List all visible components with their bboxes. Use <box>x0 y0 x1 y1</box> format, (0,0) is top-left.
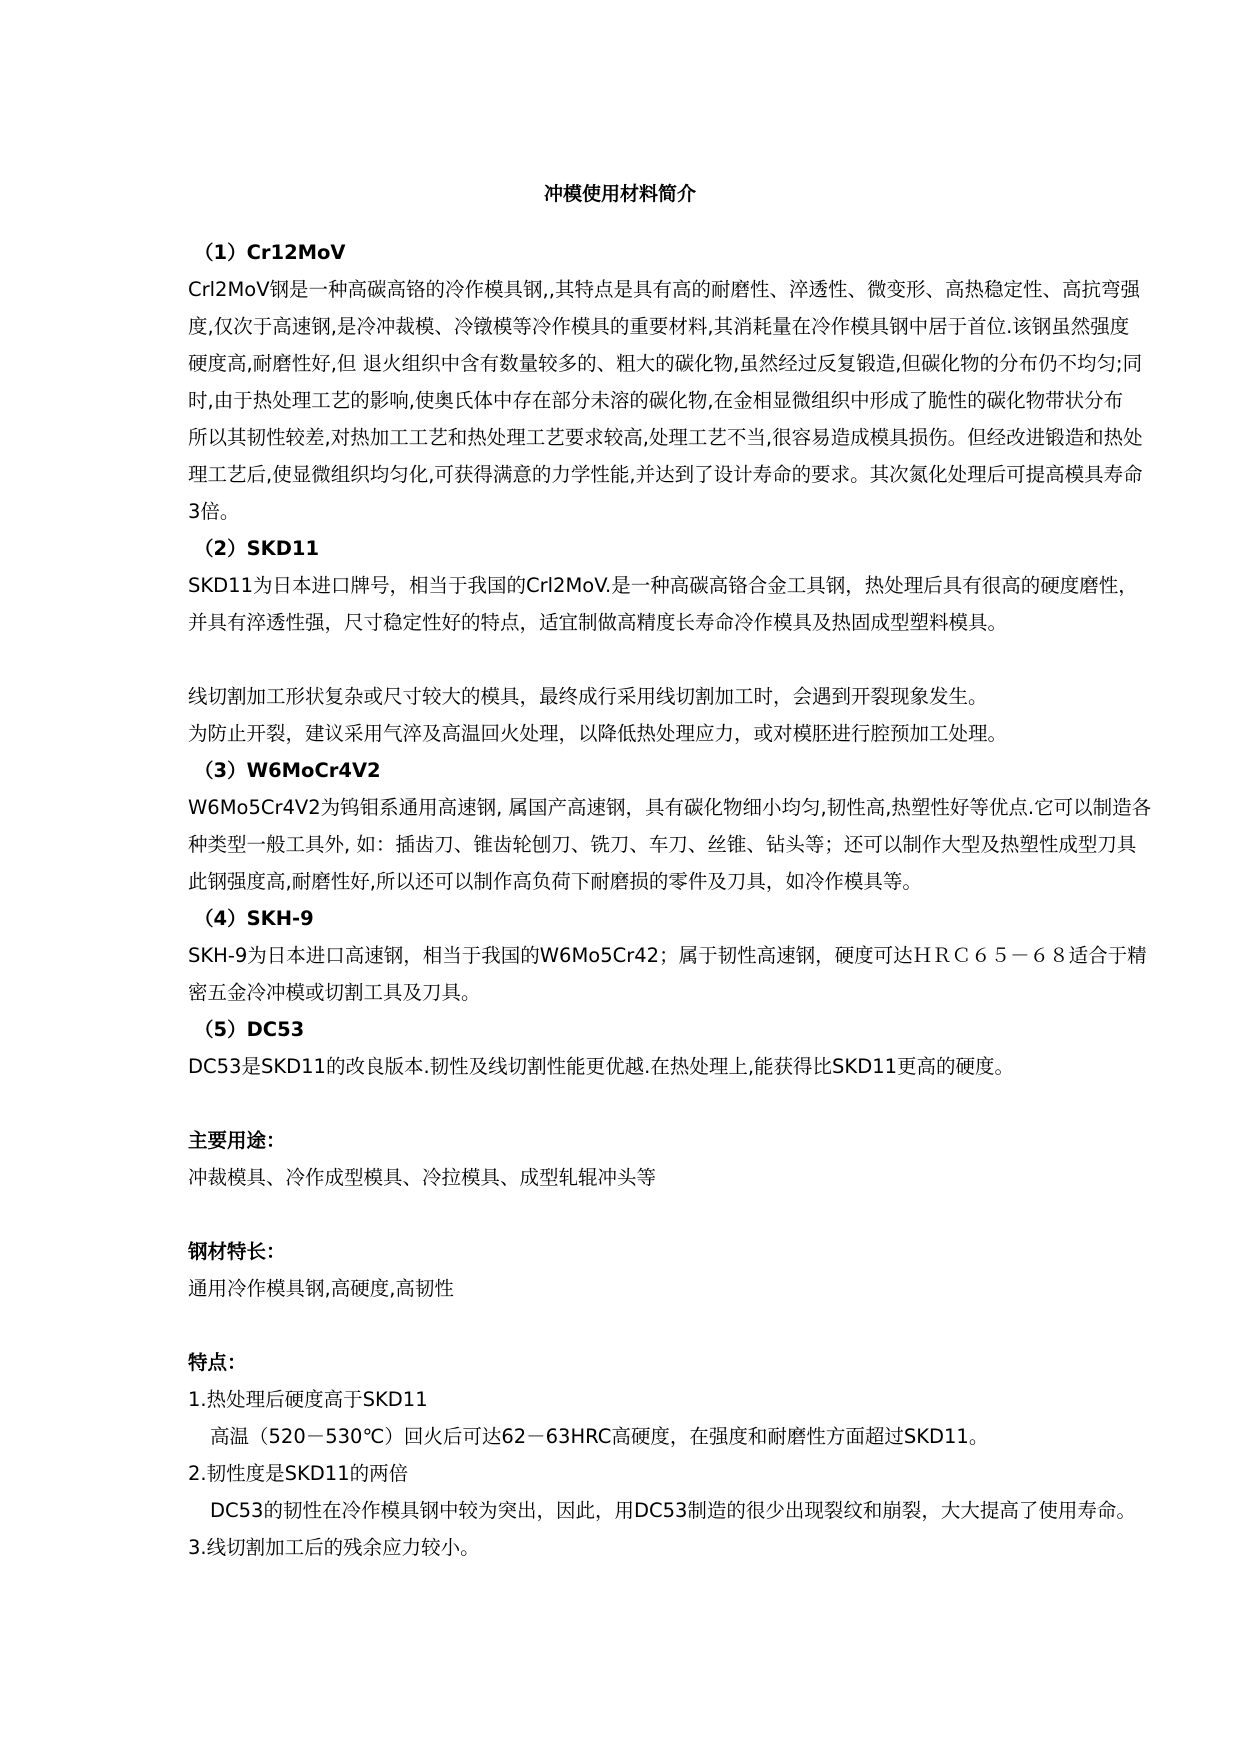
section-heading-cr12mov: （1）Cr12MoV <box>194 241 346 264</box>
strengths-heading: 钢材特长： <box>188 1240 286 1263</box>
paragraph-line: 时,由于热处理工艺的影响,使奥氏体中存在部分未溶的碳化物,在金相显微组织中形成了脆性的碳化物带状分布 <box>188 389 1124 412</box>
paragraph-line: 硬度高,耐磨性好,但 退火组织中含有数量较多的、粗大的碳化物,虽然经过反复锻造,但碳化物的分布仍不均匀;同 <box>188 352 1143 375</box>
feature-title: 2.韧性度是SKD11的两倍 <box>188 1462 409 1485</box>
blank-line <box>188 641 1240 678</box>
section-heading-skh9: （4）SKH-9 <box>194 907 314 930</box>
paragraph-line: 所以其韧性较差,对热加工工艺和热处理工艺要求较高,处理工艺不当,很容易造成模具损伤。但经改进锻造和热处 <box>188 426 1143 449</box>
paragraph-line: Crl2MoV钢是一种高碳高铬的冷作模具钢,,其特点是具有高的耐磨性、淬透性、微变形、高热稳定性、高抗弯强 <box>188 278 1140 301</box>
usage-text: 冲裁模具、冷作成型模具、冷拉模具、成型轧辊冲头等 <box>188 1166 657 1189</box>
paragraph-line: 并具有淬透性强，尺寸稳定性好的特点，适宜制做高精度长寿命冷作模具及热固成型塑料模具。 <box>188 611 1008 634</box>
paragraph-line: SKH-9为日本进口高速钢，相当于我国的W6Mo5Cr42；属于韧性高速钢，硬度可达ＨＲＣ６５－６８适合于精 <box>188 944 1147 967</box>
blank-line <box>188 1196 1240 1233</box>
blank-line <box>188 1085 1240 1122</box>
paragraph-line: 种类型一般工具外, 如：插齿刀、锥齿轮刨刀、铣刀、车刀、丝锥、钻头等；还可以制作大型及热塑性成型刀具 <box>188 833 1137 856</box>
feature-detail: DC53的韧性在冷作模具钢中较为突出，因此，用DC53制造的很少出现裂纹和崩裂，大大提高了使用寿命。 <box>210 1499 1136 1522</box>
paragraph-line: 3倍。 <box>188 500 240 523</box>
paragraph-line: 密五金冷冲模或切割工具及刀具。 <box>188 981 481 1004</box>
paragraph-line: W6Mo5Cr4V2为钨钼系通用高速钢, 属国产高速钢，具有碳化物细小均匀,韧性高,热塑性好等优点.它可以制造各 <box>188 796 1152 819</box>
feature-detail: 高温（520－530℃）回火后可达62－63HRC高硬度，在强度和耐磨性方面超过SKD11。 <box>210 1425 989 1448</box>
usage-heading: 主要用途： <box>188 1129 286 1152</box>
features-heading: 特点： <box>188 1351 247 1374</box>
section-heading-w6mocr4v2: （3）W6MoCr4V2 <box>194 759 381 782</box>
section-heading-skd11: （2）SKD11 <box>194 537 320 560</box>
document-title: 冲模使用材料简介 <box>543 183 696 205</box>
paragraph-line: 理工艺后,使显微组织均匀化,可获得满意的力学性能,并达到了设计寿命的要求。其次氮化处理后可提高模具寿命 <box>188 463 1143 486</box>
paragraph-line: 为防止开裂，建议采用气淬及高温回火处理，以降低热处理应力，或对模胚进行腔预加工处理。 <box>188 722 1008 745</box>
feature-title: 1.热处理后硬度高于SKD11 <box>188 1388 428 1411</box>
paragraph-line: 度,仅次于高速钢,是冷冲裁模、冷镦模等冷作模具的重要材料,其消耗量在冷作模具钢中居于首位.该钢虽然强度 <box>188 315 1130 338</box>
paragraph-line: DC53是SKD11的改良版本.韧性及线切割性能更优越.在热处理上,能获得比SKD11更高的硬度。 <box>188 1055 1015 1078</box>
strengths-text: 通用冷作模具钢,高硬度,高韧性 <box>188 1277 454 1300</box>
section-heading-dc53: （5）DC53 <box>194 1018 305 1041</box>
feature-title: 3.线切割加工后的残余应力较小。 <box>188 1536 480 1559</box>
paragraph-line: 线切割加工形状复杂或尺寸较大的模具，最终成行采用线切割加工时，会遇到开裂现象发生。 <box>188 685 988 708</box>
paragraph-line: SKD11为日本进口牌号，相当于我国的Crl2MoV.是一种高碳高铬合金工具钢，热处理后具有很高的硬度磨性， <box>188 574 1138 597</box>
paragraph-line: 此钢强度高,耐磨性好,所以还可以制作高负荷下耐磨损的零件及刀具，如冷作模具等。 <box>188 870 922 893</box>
document-body <box>188 234 1240 1566</box>
blank-line <box>188 1307 1240 1344</box>
